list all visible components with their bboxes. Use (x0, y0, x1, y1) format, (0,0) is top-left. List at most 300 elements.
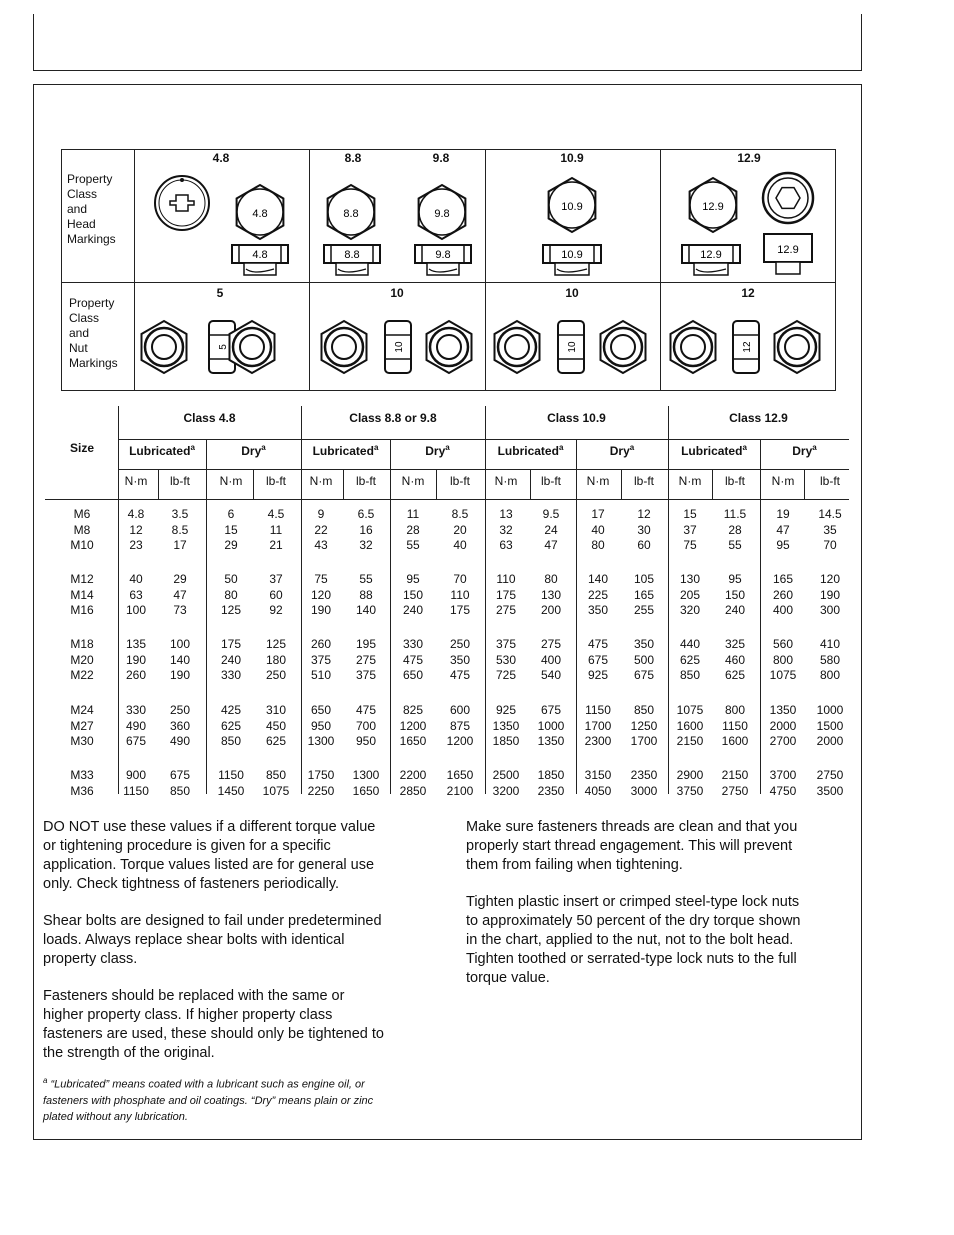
table-cell: 1850 (537, 768, 565, 782)
table-cell: 1300 (307, 734, 335, 748)
table-cell: 580 (819, 652, 841, 667)
table-cell: lb-ft (633, 474, 654, 488)
table-cell: N·m (401, 474, 425, 488)
table-cell: M36 (70, 783, 94, 798)
row-label-line: Markings (69, 356, 118, 370)
table-cell: 1650 (352, 783, 380, 798)
table-cell: 625 (724, 668, 746, 682)
table-cell: 130 (679, 572, 701, 586)
table-cell: 4.8 (127, 507, 145, 521)
table-cell: 32 (359, 538, 373, 552)
lubricated-header: Lubricated (129, 444, 191, 458)
table-cell: 1250 (630, 718, 658, 733)
table-cell: M14 (70, 587, 94, 602)
table-cell: 625 (265, 734, 287, 748)
footnote-mark: a (629, 443, 635, 452)
table-cell: 1450 (217, 783, 245, 798)
note-line: Shear bolts are designed to fail under predetermined (43, 913, 382, 929)
table-cell: N·m (309, 474, 333, 488)
table-cell: M33 (70, 768, 94, 782)
table-cell: 190 (169, 668, 191, 682)
table-cell: 275 (495, 603, 517, 617)
table-cell: 560 (772, 637, 794, 651)
table-cell: 110 (450, 587, 470, 602)
table-cell: 2250 (307, 783, 335, 798)
note-line: or tightening procedure is given for a specific (43, 838, 331, 854)
table-cell: 80 (544, 572, 558, 586)
table-cell: 240 (724, 603, 746, 617)
nut-class-10: 10 (390, 286, 404, 300)
table-cell: 60 (637, 538, 651, 552)
table-cell: N·m (494, 474, 518, 488)
table-cell: 255 (633, 603, 655, 617)
table-cell: lb-ft (819, 474, 840, 488)
table-cell: 55 (728, 538, 742, 552)
table-cell: 490 (125, 718, 147, 733)
table-cell: 450 (265, 718, 287, 733)
table-cell: 400 (540, 652, 562, 667)
table-cell: 37 (269, 572, 283, 586)
table-cell: 88 (359, 587, 373, 602)
table-cell: 40 (129, 572, 143, 586)
bolt-side-marking: 12.9 (700, 249, 722, 261)
dry-header: Dry (241, 444, 262, 458)
table-cell: 600 (449, 703, 471, 717)
table-cell: 2150 (676, 734, 704, 748)
note-line: property class. (43, 951, 138, 967)
table-cell: 460 (724, 652, 746, 667)
table-cell: 47 (776, 522, 790, 537)
note-line: Tighten toothed or serrated-type lock nuts to the full (466, 951, 797, 967)
table-cell: 300 (819, 603, 841, 617)
table-cell: 825 (402, 703, 424, 717)
row-label-line: Class (69, 311, 100, 325)
note-paragraph (466, 818, 856, 875)
table-cell: Size (69, 441, 94, 455)
row-label-line: and (67, 202, 88, 216)
table-cell: 2900 (676, 768, 704, 782)
table-cell (118, 443, 206, 458)
table-cell: N·m (586, 474, 610, 488)
table-cell: Class 8.8 or 9.8 (349, 411, 437, 425)
table-cell: 490 (169, 734, 191, 748)
table-cell: 850 (633, 703, 655, 717)
footnote-mark: a (445, 443, 450, 452)
note-line: Make sure fasteners threads are clean and that you (466, 819, 798, 835)
table-cell: 2350 (537, 783, 565, 798)
table-cell: 40 (453, 538, 467, 552)
bolt-side-marking: 12.9 (777, 244, 799, 256)
dry-header: Dry (792, 444, 813, 458)
table-cell: 60 (269, 587, 283, 602)
table-cell: 650 (310, 703, 332, 717)
table-cell: 1700 (584, 718, 612, 733)
table-cell: 205 (679, 587, 701, 602)
table-rule (118, 469, 849, 470)
footnote-text: plated without any lubrication. (43, 1110, 188, 1123)
table-cell: 375 (355, 668, 377, 682)
table-cell: 14.5 (818, 507, 842, 521)
table-cell: 530 (495, 652, 517, 667)
table-cell: 175 (495, 587, 517, 602)
table-cell: N·m (771, 474, 795, 488)
table-cell: 8.5 (451, 507, 469, 521)
table-cell: M6 (73, 507, 91, 521)
table-cell: 475 (402, 652, 424, 667)
table-cell: 40 (591, 522, 605, 537)
table-cell: M16 (70, 603, 94, 617)
table-cell: 120 (819, 572, 841, 586)
table-cell: 15 (683, 507, 697, 521)
table-cell (576, 443, 668, 458)
table-cell: 800 (772, 652, 794, 667)
table-cell: 625 (679, 652, 701, 667)
table-cell: 875 (449, 718, 471, 733)
footnote-line (43, 1109, 453, 1125)
table-cell: 80 (591, 538, 605, 552)
footnote (43, 1073, 453, 1125)
table-cell: M24 (70, 703, 94, 717)
bolt-class-12-9: 12.9 (737, 151, 761, 165)
table-cell (485, 443, 576, 458)
table-cell: 240 (220, 652, 242, 667)
table-cell: 1300 (352, 768, 380, 782)
table-cell: 350 (633, 637, 655, 651)
dry-header: Dry (425, 444, 446, 458)
table-cell: 29 (224, 538, 238, 552)
table-cell (390, 443, 485, 458)
footnote-text: “Lubricated” means coated with a lubricant such as engine oil, or (50, 1078, 365, 1091)
table-cell: 3.5 (171, 507, 189, 521)
footnote-mark: a (43, 1076, 48, 1085)
table-cell: 3500 (816, 783, 844, 798)
table-cell: 2750 (721, 783, 749, 798)
note-line: Fasteners should be replaced with the same or (43, 988, 345, 1004)
table-cell: N·m (219, 474, 243, 488)
table-cell: 130 (540, 587, 562, 602)
table-cell: 1150 (585, 703, 611, 717)
table-cell: M18 (70, 637, 94, 651)
table-cell: 375 (495, 637, 517, 651)
note-line: in the chart, applied to the nut, not to the bolt head. (466, 932, 794, 948)
table-cell: 125 (265, 637, 287, 651)
table-cell: 2350 (630, 768, 658, 782)
table-cell: 260 (310, 637, 332, 651)
nut-side-marking: 10 (394, 341, 405, 353)
table-cell: 3750 (676, 783, 704, 798)
table-cell: 1650 (399, 734, 427, 748)
table-cell: 140 (169, 652, 191, 667)
table-cell: 2500 (492, 768, 520, 782)
lubricated-header: Lubricated (312, 444, 374, 458)
table-cell: 725 (495, 668, 517, 682)
table-cell: 675 (633, 668, 655, 682)
table-cell: 9.5 (542, 507, 560, 521)
note-line: DO NOT use these values if a different torque value (43, 819, 376, 835)
table-cell: 650 (402, 668, 424, 682)
table-cell: lb-ft (540, 474, 561, 488)
table-cell: 850 (265, 768, 287, 782)
table-cell: 250 (449, 637, 471, 651)
table-cell: 260 (772, 587, 794, 602)
row-label-line: Property (69, 296, 115, 310)
table-cell: 22 (314, 522, 328, 537)
lubricated-header: Lubricated (497, 444, 559, 458)
dry-header: Dry (609, 444, 630, 458)
bolt-side-marking: 10.9 (561, 249, 583, 261)
note-line: torque value. (466, 970, 550, 986)
table-cell: 23 (129, 538, 143, 552)
table-cell: N·m (678, 474, 702, 488)
table-cell: 75 (683, 538, 697, 552)
table-cell: 63 (499, 538, 513, 552)
table-cell: 275 (355, 652, 377, 667)
table-cell: 150 (402, 587, 424, 602)
table-cell: 15 (224, 522, 238, 537)
table-cell: 950 (355, 734, 377, 748)
table-cell: M20 (70, 652, 94, 667)
table-cell: 11 (269, 522, 283, 537)
table-cell: 1075 (262, 783, 290, 798)
table-cell: 540 (540, 668, 562, 682)
table-cell: 675 (540, 703, 562, 717)
footnote-mark: a (558, 443, 564, 452)
table-cell: M30 (70, 734, 94, 748)
table-cell: 37 (683, 522, 697, 537)
table-cell: 32 (499, 522, 513, 537)
table-cell: 43 (314, 538, 328, 552)
table-cell: 92 (269, 603, 283, 617)
table-cell: 21 (269, 538, 283, 552)
table-cell: 2850 (399, 783, 427, 798)
table-cell: 100 (169, 637, 191, 651)
note-line: loads. Always replace shear bolts with identical (43, 932, 345, 948)
table-cell: 375 (310, 652, 332, 667)
note-line: higher property class. If higher property class (43, 1007, 333, 1023)
note-line: only. Check tightness of fasteners periodically. (43, 876, 340, 892)
table-cell: 20 (453, 522, 467, 537)
table-cell: lb-ft (355, 474, 376, 488)
table-cell: 190 (310, 603, 332, 617)
table-cell: 675 (125, 734, 147, 748)
nut-side-marking: 5 (218, 344, 229, 350)
table-cell: 50 (224, 572, 238, 586)
table-cell: 2100 (446, 783, 474, 798)
table-cell: 240 (402, 603, 424, 617)
table-cell: 700 (355, 718, 377, 733)
footnote-mark: a (261, 443, 266, 452)
note-line: application. Torque values listed are for general use (43, 857, 375, 873)
bolt-class-10-9: 10.9 (560, 151, 584, 165)
footnote-mark: a (190, 443, 195, 452)
table-cell: 4750 (769, 783, 797, 798)
table-cell: 47 (173, 587, 187, 602)
table-cell: 150 (724, 587, 746, 602)
table-cell: 410 (819, 637, 841, 651)
table-cell: 330 (125, 703, 147, 717)
table-cell: 800 (819, 668, 841, 682)
table-cell: 175 (449, 603, 471, 617)
nut-class-10-b: 10 (565, 286, 579, 300)
table-cell: Class 10.9 (547, 411, 606, 425)
table-cell: 80 (224, 587, 238, 602)
table-cell: 8.5 (171, 522, 189, 537)
table-cell: 1000 (537, 718, 565, 733)
table-cell: 850 (169, 783, 191, 798)
table-cell: 190 (819, 587, 841, 602)
note-line: the strength of the original. (43, 1045, 215, 1061)
table-cell: 70 (823, 538, 837, 552)
table-cell: Class 12.9 (729, 411, 788, 425)
table-cell: 100 (125, 603, 147, 617)
lubricated-header: Lubricated (681, 444, 743, 458)
table-cell: 260 (125, 668, 147, 682)
note-paragraph (43, 912, 443, 969)
table-cell: 29 (173, 572, 187, 586)
table-cell: 17 (173, 538, 187, 552)
table-cell: 120 (310, 587, 332, 602)
nut-class-5: 5 (216, 286, 224, 300)
table-cell: 900 (125, 768, 147, 782)
table-cell: 195 (355, 637, 377, 651)
table-cell: 1700 (630, 734, 658, 748)
table-cell: 35 (823, 522, 837, 537)
table-cell: 1075 (769, 668, 797, 682)
footnote-line (43, 1093, 453, 1109)
table-cell: 675 (587, 652, 609, 667)
footnote-mark: a (373, 443, 379, 452)
table-cell: M12 (70, 572, 94, 586)
table-cell: 2300 (584, 734, 612, 748)
table-cell: 1350 (492, 718, 520, 733)
table-cell: 360 (169, 718, 191, 733)
table-cell (760, 443, 849, 458)
table-cell: 3000 (630, 783, 658, 798)
row-label-line: and (69, 326, 90, 340)
table-cell: M27 (70, 718, 94, 733)
notes-right-column (466, 818, 856, 1006)
table-cell: 140 (587, 572, 609, 586)
table-cell: 1350 (769, 703, 797, 717)
row-label-line: Nut (69, 341, 88, 355)
table-cell: 440 (679, 637, 701, 651)
table-cell: 135 (125, 637, 147, 651)
table-cell: 190 (125, 652, 147, 667)
table-cell: M10 (70, 538, 94, 552)
table-cell: 475 (449, 668, 471, 682)
bolt-head-marking: 4.8 (252, 208, 268, 220)
table-cell: 175 (220, 637, 242, 651)
table-cell: 55 (406, 538, 420, 552)
table-cell: 12 (637, 507, 651, 521)
bolt-side-marking: 4.8 (252, 249, 268, 261)
table-cell: 800 (724, 703, 746, 717)
row-label-line: Head (67, 217, 96, 231)
table-cell: lb-ft (724, 474, 745, 488)
table-cell: 75 (314, 572, 328, 586)
table-cell: 2200 (399, 768, 427, 782)
table-cell: 1075 (676, 703, 704, 717)
table-cell: 28 (728, 522, 742, 537)
table-cell: 2150 (721, 768, 749, 782)
table-cell: 2700 (769, 734, 797, 748)
table-cell: 95 (728, 572, 742, 586)
table-cell: 1200 (399, 718, 427, 733)
table-cell: 675 (169, 768, 191, 782)
table-cell (206, 443, 301, 458)
footnote-line (43, 1073, 453, 1093)
note-line: to approximately 50 percent of the dry torque shown (466, 913, 801, 929)
bolt-class-9-8: 9.8 (432, 151, 450, 165)
note-paragraph (43, 818, 443, 894)
table-cell: 19 (776, 507, 790, 521)
bolt-class-4-8: 4.8 (212, 151, 230, 165)
table-cell: Class 4.8 (183, 411, 236, 425)
table-cell: 47 (544, 538, 558, 552)
note-paragraph (466, 893, 856, 988)
nut-class-12: 12 (741, 286, 755, 300)
table-cell: 225 (587, 587, 609, 602)
table-cell: 425 (220, 703, 242, 717)
table-cell: 11 (406, 507, 420, 521)
table-cell: 275 (540, 637, 562, 651)
table-cell: 330 (220, 668, 242, 682)
table-cell: 73 (173, 603, 187, 617)
table-cell: 70 (453, 572, 467, 586)
table-cell: 1500 (816, 718, 844, 733)
nut-side-marking: 12 (742, 341, 753, 353)
table-cell: 2750 (816, 768, 844, 782)
footnote-mark: a (812, 443, 817, 452)
table-cell: 475 (355, 703, 377, 717)
bolt-side-marking: 8.8 (344, 249, 360, 261)
bolt-class-8-8: 8.8 (344, 151, 362, 165)
table-cell: 13 (499, 507, 513, 521)
table-cell: 325 (724, 637, 746, 651)
table-rule (206, 440, 207, 794)
note-paragraph (43, 987, 443, 1063)
table-cell: 1750 (307, 768, 335, 782)
bolt-head-marking: 8.8 (343, 208, 359, 220)
table-cell: 3200 (492, 783, 520, 798)
table-cell: 6.5 (357, 507, 375, 521)
table-cell: 250 (265, 668, 287, 682)
table-cell: 925 (587, 668, 609, 682)
table-cell: 320 (679, 603, 701, 617)
table-cell: 30 (637, 522, 651, 537)
notes-left-column (43, 818, 443, 1081)
table-cell: 1600 (721, 734, 749, 748)
table-cell: 6 (227, 507, 235, 521)
table-cell: 1350 (537, 734, 565, 748)
table-rule (436, 470, 437, 500)
table-cell: 625 (220, 718, 242, 733)
table-cell: 475 (587, 637, 609, 651)
table-cell: 310 (265, 703, 287, 717)
table-cell: 17 (591, 507, 605, 521)
footnote-mark: a (742, 443, 747, 452)
table-cell: 2000 (769, 718, 797, 733)
table-cell: M8 (73, 522, 91, 537)
footnote-text: fasteners with phosphate and oil coatings. “Dry” means plain or zinc (43, 1094, 374, 1107)
row-label-line: Markings (67, 232, 116, 246)
table-cell: 330 (402, 637, 424, 651)
bolt-head-marking: 12.9 (702, 201, 724, 213)
table-cell: 140 (355, 603, 377, 617)
table-cell: 1000 (816, 703, 844, 717)
table-cell: 350 (449, 652, 471, 667)
table-cell: 16 (359, 522, 373, 537)
